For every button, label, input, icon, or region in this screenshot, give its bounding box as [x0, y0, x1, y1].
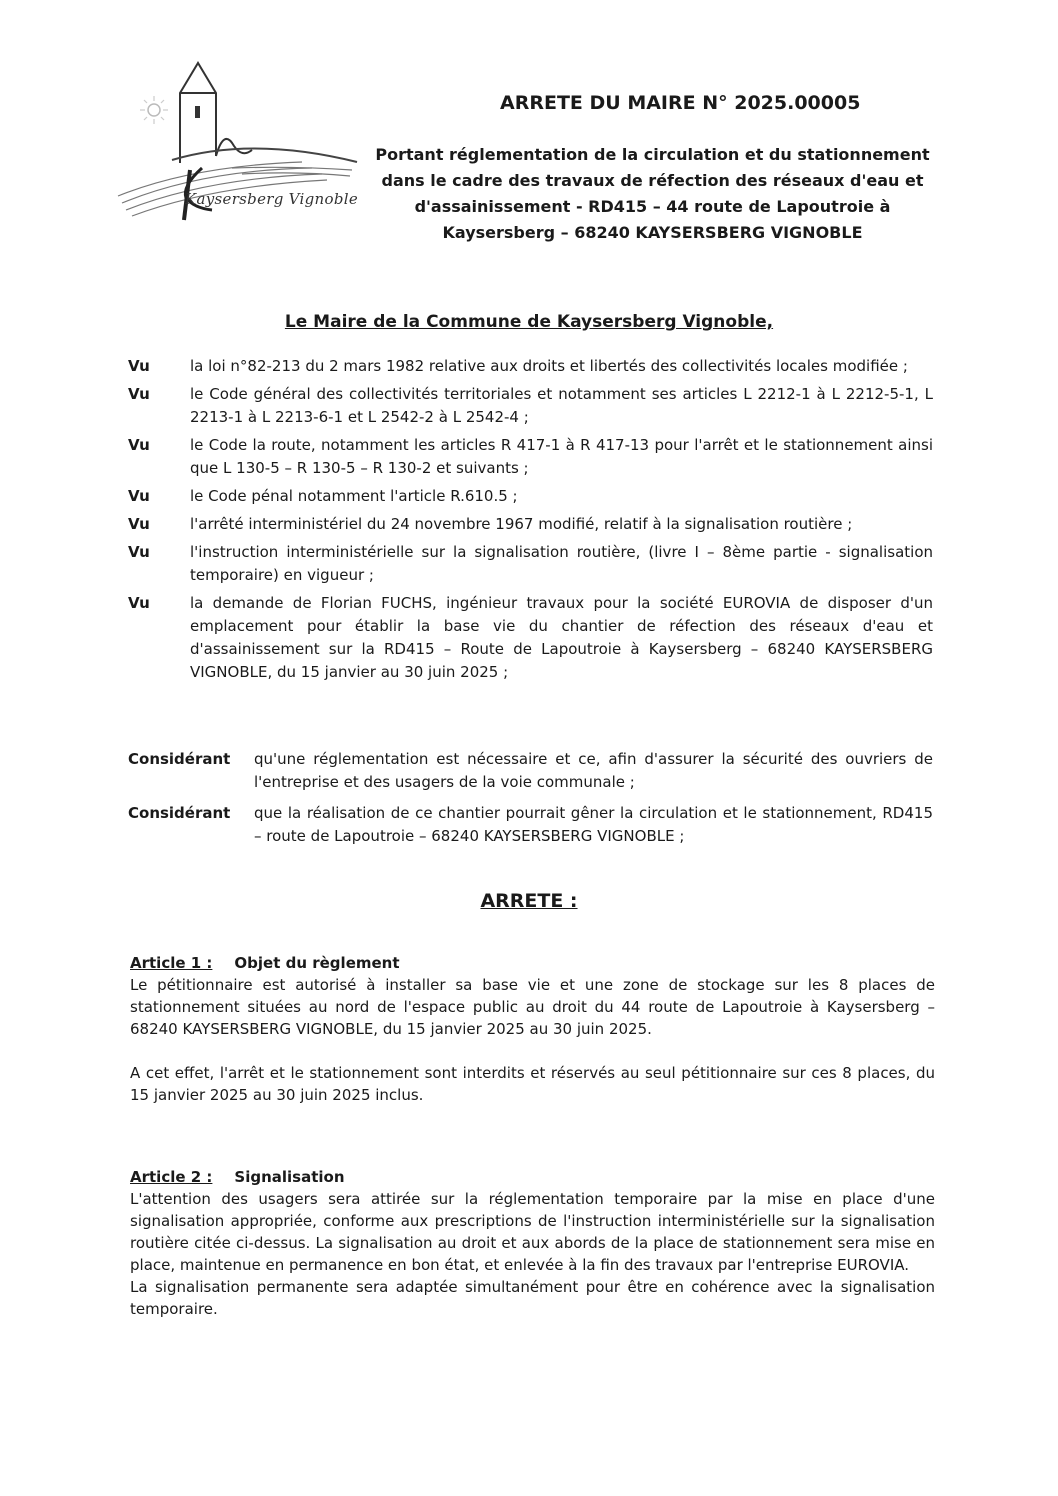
considerant-label: Considérant: [128, 750, 231, 768]
document-title: ARRETE DU MAIRE N° 2025.00005: [500, 92, 861, 114]
considerant-item: [128, 802, 933, 848]
vu-label: Vu: [128, 543, 150, 561]
vu-label: Vu: [128, 594, 150, 612]
vu-item: [128, 592, 933, 684]
vu-label: Vu: [128, 487, 150, 505]
article-title: Objet du règlement: [234, 954, 400, 972]
vu-list: [128, 355, 933, 689]
article-paragraph: La signalisation permanente sera adaptée simultanément pour être en cohérence avec la signalisation temporaire.: [130, 1278, 935, 1318]
document-subtitle: Portant réglementation de la circulation et du stationnement dans le cadre des travaux de réfection des réseaux d'eau et d'assainissement - RD415 – 44 route de Lapoutroie à Kaysersberg – 68240 KAYSERSBERG VIGNOBLE: [375, 145, 930, 242]
vu-text: l'instruction interministérielle sur la signalisation routière, (livre I – 8ème partie - signalisation temporaire) en vigueur ;: [190, 543, 933, 584]
vu-label: Vu: [128, 385, 150, 403]
article-paragraph: L'attention des usagers sera attirée sur la réglementation temporaire par la mise en place d'une signalisation appropriée, conforme aux prescriptions de l'instruction interministérielle sur la signalisation routière citée ci-dessus. La signalisation au droit et aux abords de la place de stationnement sera mise en place, maintenue en permanence en bon état, et enlevée à la fin des travaux par l'entreprise EUROVIA.: [130, 1190, 935, 1274]
article-number: Article 2 :: [130, 1168, 213, 1186]
vu-item: [128, 434, 933, 480]
vu-item: [128, 355, 933, 378]
vu-text: la loi n°82-213 du 2 mars 1982 relative aux droits et libertés des collectivités locales modifiée ;: [190, 357, 908, 375]
considerant-label: Considérant: [128, 804, 231, 822]
vu-text: l'arrêté interministériel du 24 novembre 1967 modifié, relatif à la signalisation routière ;: [190, 515, 853, 533]
vu-text: le Code général des collectivités territoriales et notamment ses articles L 2212-1 à L 2212-5-1, L 2213-1 à L 2213-6-1 et L 2542-2 à L 2542-4 ;: [190, 385, 933, 426]
article-paragraph: Le pétitionnaire est autorisé à installer sa base vie et une zone de stockage sur les 8 places de stationnement situées au nord de l'espace public au droit du 44 route de Lapoutroie à Kaysersberg – 68240 KAYSERSBERG VIGNOBLE, du 15 janvier 2025 au 30 juin 2025.: [130, 976, 935, 1038]
arrete-heading: ARRETE :: [480, 890, 578, 912]
vu-label: Vu: [128, 357, 150, 375]
vu-label: Vu: [128, 515, 150, 533]
article-2: [130, 1166, 935, 1320]
considerant-text: qu'une réglementation est nécessaire et ce, afin d'assurer la sécurité des ouvriers de l'entreprise et des usagers de la voie communale ;: [254, 750, 933, 791]
vu-item: [128, 383, 933, 429]
considerant-list: [128, 748, 933, 856]
article-number: Article 1 :: [130, 954, 213, 972]
article-paragraph: A cet effet, l'arrêt et le stationnement sont interdits et réservés au seul pétitionnaire sur ces 8 places, du 15 janvier 2025 au 30 juin 2025 inclus.: [130, 1064, 935, 1104]
considerant-text: que la réalisation de ce chantier pourrait gêner la circulation et le stationnement, RD415 – route de Lapoutroie – 68240 KAYSERSBERG VIGNOBLE ;: [254, 804, 933, 845]
considerant-item: [128, 748, 933, 794]
article-heading: [130, 1166, 935, 1188]
vu-item: [128, 541, 933, 587]
article-title: Signalisation: [234, 1168, 345, 1186]
article-1: [130, 952, 935, 1106]
logo-wordmark: Kaysersberg Vignoble: [185, 190, 359, 208]
vu-item: [128, 485, 933, 508]
vu-label: Vu: [128, 436, 150, 454]
vu-text: la demande de Florian FUCHS, ingénieur travaux pour la société EUROVIA de disposer d'un emplacement pour établir la base vie du chantier de réfection des réseaux d'eau et d'assainissement sur la RD415 – Route de Lapoutroie à Kaysersberg – 68240 KAYSERSBERG VIGNOBLE, du 15 janvier au 30 juin 2025 ;: [190, 594, 933, 681]
vu-text: le Code la route, notamment les articles R 417-1 à R 417-13 pour l'arrêt et le stationnement ainsi que L 130-5 – R 130-5 – R 130-2 et suivants ;: [190, 436, 933, 477]
vu-item: [128, 513, 933, 536]
maire-heading: Le Maire de la Commune de Kaysersberg Vignoble,: [284, 312, 774, 332]
vu-text: le Code pénal notamment l'article R.610.5 ;: [190, 487, 518, 505]
article-heading: [130, 952, 935, 974]
